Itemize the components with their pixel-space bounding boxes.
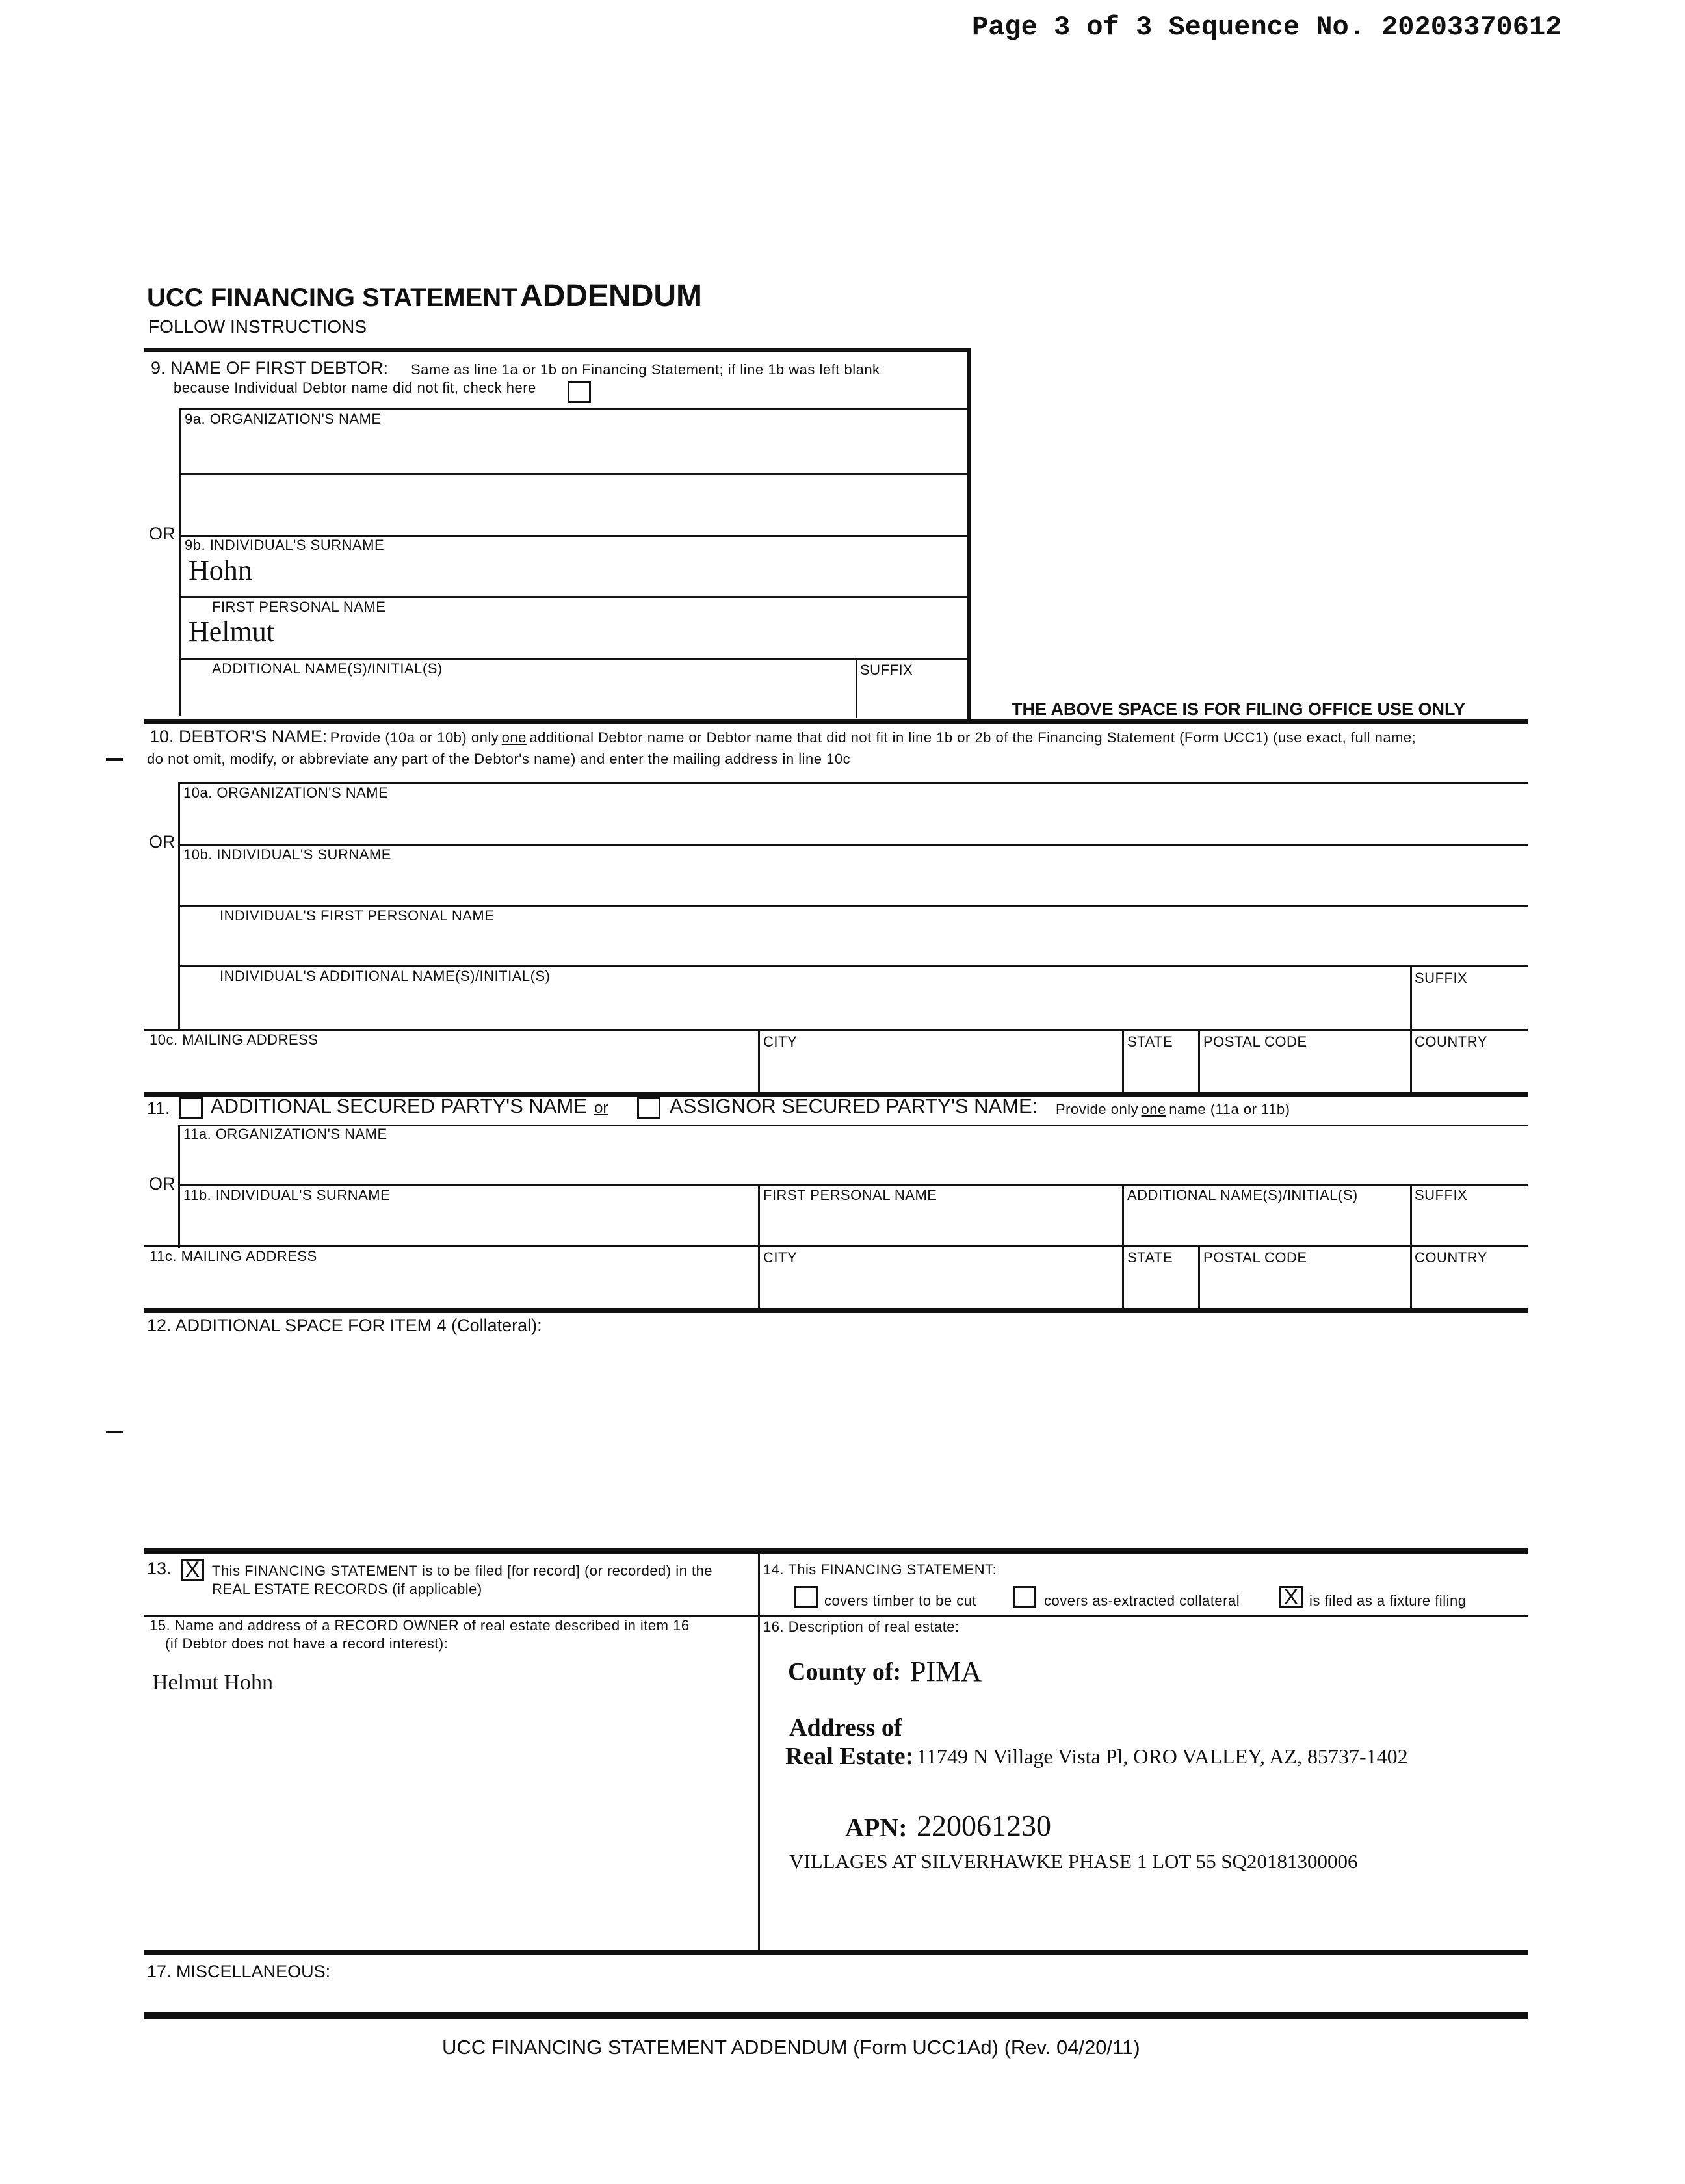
item10a-label: 10a. ORGANIZATION'S NAME xyxy=(183,785,389,801)
form-title-part1: UCC FINANCING STATEMENT xyxy=(147,283,517,312)
divider xyxy=(144,1029,1528,1031)
item9-left-border xyxy=(179,408,181,716)
divider xyxy=(180,658,967,660)
divider xyxy=(180,596,967,598)
form-footer: UCC FINANCING STATEMENT ADDENDUM (Form UCC1Ad) (Rev. 04/20/11) xyxy=(442,2036,1140,2059)
fixture-filing-checkbox[interactable]: X xyxy=(1279,1586,1303,1608)
item9-or: OR xyxy=(149,524,176,543)
item11-num: 11. xyxy=(147,1098,170,1118)
address-label-line1: Address of xyxy=(789,1714,902,1741)
item13-text2: REAL ESTATE RECORDS (if applicable) xyxy=(212,1581,482,1597)
item13-text1: This FINANCING STATEMENT is to be filed [for record] (or recorded) in the xyxy=(212,1563,713,1579)
divider xyxy=(1410,1184,1412,1310)
item12-top-border xyxy=(144,1308,1528,1313)
item10-first-label: INDIVIDUAL'S FIRST PERSONAL NAME xyxy=(220,907,495,924)
divider xyxy=(179,905,1528,907)
item11a-label: 11a. ORGANIZATION'S NAME xyxy=(183,1126,387,1142)
divider xyxy=(179,844,1528,846)
item13-num: 13. xyxy=(147,1559,172,1578)
margin-tick xyxy=(106,758,123,760)
item14-opt2: covers as-extracted collateral xyxy=(1044,1592,1240,1609)
apn-label: APN: xyxy=(845,1813,908,1842)
item11-additional-label: ADDITIONAL SECURED PARTY'S NAME xyxy=(211,1095,587,1117)
item11-provide-b: name (11a or 11b) xyxy=(1169,1101,1290,1117)
item11-assignor-label: ASSIGNOR SECURED PARTY'S NAME: xyxy=(670,1095,1038,1117)
divider xyxy=(179,782,1528,784)
item9-checkbox[interactable] xyxy=(568,381,591,403)
bottom-border xyxy=(144,2012,1528,2019)
divider xyxy=(1122,1184,1124,1310)
item11-country-label: COUNTRY xyxy=(1415,1249,1487,1266)
divider xyxy=(180,408,967,410)
record-owner-value: Helmut Hohn xyxy=(152,1670,274,1695)
item11-provide xyxy=(1056,1101,1290,1118)
item10-top-border xyxy=(144,719,1528,724)
item11-additional-label: ADDITIONAL NAME(S)/INITIAL(S) xyxy=(1127,1187,1358,1203)
address-label-line2: Real Estate: xyxy=(785,1743,914,1770)
divider xyxy=(179,965,1528,967)
divider xyxy=(1198,1245,1200,1310)
additional-secured-party-checkbox[interactable] xyxy=(179,1097,203,1119)
item11-or-word: or xyxy=(594,1099,608,1117)
real-estate-address-value: 11749 N Village Vista Pl, ORO VALLEY, AZ, 85737-1402 xyxy=(917,1745,1408,1768)
item10-desc2: do not omit, modify, or abbreviate any part of the Debtor's name) and enter the mailing address in line 10c xyxy=(147,751,851,767)
form-title-part2: ADDENDUM xyxy=(520,279,703,313)
item11b-label: 11b. INDIVIDUAL'S SURNAME xyxy=(183,1187,391,1203)
item9-desc2: because Individual Debtor name did not fit, check here xyxy=(174,380,536,396)
assignor-secured-party-checkbox[interactable] xyxy=(637,1097,660,1119)
item9a-label: 9a. ORGANIZATION'S NAME xyxy=(185,411,382,427)
item12-label: 12. ADDITIONAL SPACE FOR ITEM 4 (Collateral): xyxy=(147,1316,542,1335)
item9b-surname-value: Hohn xyxy=(189,554,252,586)
item10-label: 10. DEBTOR'S NAME: xyxy=(150,727,328,746)
divider xyxy=(1122,1029,1124,1094)
divider xyxy=(179,1184,1528,1186)
divider xyxy=(144,1245,1528,1247)
item11-suffix-label: SUFFIX xyxy=(1415,1187,1468,1203)
divider xyxy=(180,473,967,475)
item11-first-label: FIRST PERSONAL NAME xyxy=(763,1187,937,1203)
item10-city-label: CITY xyxy=(763,1034,798,1050)
item9-suffix-label: SUFFIX xyxy=(860,662,913,678)
divider xyxy=(758,1029,760,1094)
divider xyxy=(856,658,857,718)
divider xyxy=(144,1615,1528,1617)
form-title xyxy=(147,278,702,314)
divider xyxy=(758,1184,760,1310)
item9-first-value: Helmut xyxy=(189,616,274,647)
margin-tick xyxy=(106,1431,123,1433)
item10-desc-b: additional Debtor name or Debtor name that did not fit in line 1b or 2b of the Financing Statement (Form UCC1) (use exact, full name; xyxy=(529,729,1417,746)
item17-top-border xyxy=(144,1950,1528,1955)
item9-top-border xyxy=(144,348,971,352)
item11-provide-one: one xyxy=(1141,1101,1166,1117)
center-divider xyxy=(758,1554,760,1951)
legal-description-value: VILLAGES AT SILVERHAWKE PHASE 1 LOT 55 SQ20181300006 xyxy=(789,1850,1358,1873)
item14-opt1: covers timber to be cut xyxy=(824,1592,977,1609)
item11-or: OR xyxy=(149,1174,176,1193)
divider xyxy=(1198,1029,1200,1094)
item10-or: OR xyxy=(149,832,176,852)
item10-header xyxy=(150,727,1416,747)
item11-city-label: CITY xyxy=(763,1249,798,1266)
item9-label: 9. NAME OF FIRST DEBTOR: xyxy=(151,358,389,378)
item11-postal-label: POSTAL CODE xyxy=(1203,1249,1307,1266)
item10c-label: 10c. MAILING ADDRESS xyxy=(150,1032,319,1048)
item11-state-label: STATE xyxy=(1127,1249,1173,1266)
item16-label: 16. Description of real estate: xyxy=(763,1618,960,1635)
county-value: PIMA xyxy=(910,1656,982,1687)
as-extracted-checkbox[interactable] xyxy=(1013,1586,1036,1608)
item11-left-border xyxy=(178,1124,180,1248)
item11-provide-a: Provide only xyxy=(1056,1101,1139,1117)
item10-country-label: COUNTRY xyxy=(1415,1034,1487,1050)
item9-desc1: Same as line 1a or 1b on Financing Statement; if line 1b was left blank xyxy=(411,361,880,378)
item10-suffix-label: SUFFIX xyxy=(1415,970,1468,986)
follow-instructions: FOLLOW INSTRUCTIONS xyxy=(148,317,367,337)
item14-opt3: is filed as a fixture filing xyxy=(1309,1592,1467,1609)
item10-desc-one: one xyxy=(501,729,527,746)
item11c-label: 11c. MAILING ADDRESS xyxy=(150,1248,317,1264)
item10-desc-a: Provide (10a or 10b) only xyxy=(330,729,499,746)
county-label: County of: xyxy=(788,1658,902,1685)
page-sequence-header: Page 3 of 3 Sequence No. 20203370612 xyxy=(972,12,1562,43)
item9b-label: 9b. INDIVIDUAL'S SURNAME xyxy=(185,537,385,553)
item14-label: 14. This FINANCING STATEMENT: xyxy=(763,1561,997,1578)
item10b-label: 10b. INDIVIDUAL'S SURNAME xyxy=(183,846,391,863)
timber-checkbox[interactable] xyxy=(794,1586,818,1608)
item9-right-border xyxy=(967,348,971,719)
filing-office-notice: THE ABOVE SPACE IS FOR FILING OFFICE USE ONLY xyxy=(1012,699,1466,719)
apn-value: 220061230 xyxy=(917,1809,1051,1842)
item15-label1: 15. Name and address of a RECORD OWNER of real estate described in item 16 xyxy=(150,1617,690,1633)
real-estate-records-checkbox[interactable]: X xyxy=(181,1559,204,1581)
item9-additional-label: ADDITIONAL NAME(S)/INITIAL(S) xyxy=(212,660,443,677)
item15-label2: (if Debtor does not have a record interest): xyxy=(165,1635,449,1652)
item10-postal-label: POSTAL CODE xyxy=(1203,1034,1307,1050)
item9-first-label: FIRST PERSONAL NAME xyxy=(212,599,386,615)
item13-top-border xyxy=(144,1548,1528,1554)
item10-state-label: STATE xyxy=(1127,1034,1173,1050)
item10-additional-label: INDIVIDUAL'S ADDITIONAL NAME(S)/INITIAL(S) xyxy=(220,968,551,984)
item17-label: 17. MISCELLANEOUS: xyxy=(147,1962,331,1981)
